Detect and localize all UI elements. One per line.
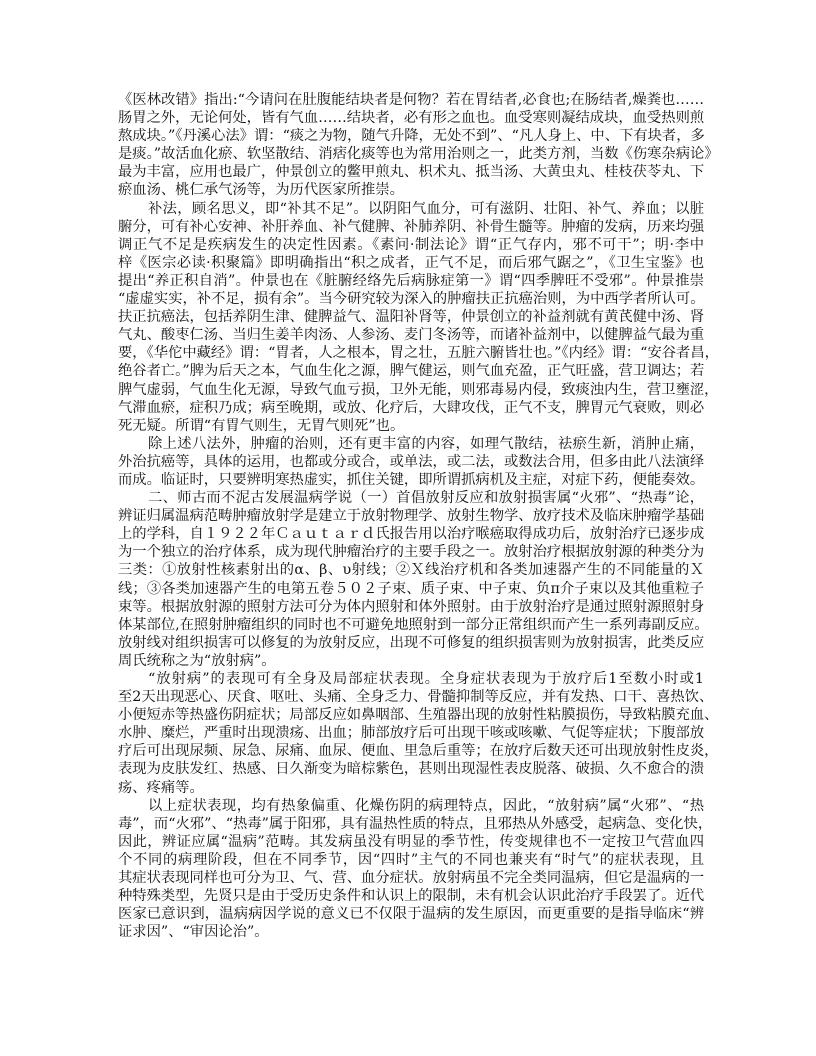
- text-line: 梓《医宗必读·积聚篇》即明确指出“积之成者，正气不足，而后邪气踞之”，《卫生宝鉴》也: [118, 254, 704, 271]
- text-line: 以上症状表现，均有热象偏重、化燥伤阴的病理特点，因此，“放射病”属“火邪”、“热: [148, 797, 704, 814]
- text-line: 气丸、酸枣仁汤、当归生姜羊肉汤、人参汤、麦门冬汤等，而诸补益剂中，以健脾益气最为重: [118, 327, 705, 344]
- paragraph: [118, 200, 719, 435]
- text-line: 而成。临证时，只要辨明寒热虚实，抓住关键，即所谓抓病机及主症，对症下药，便能奏效。: [118, 471, 705, 488]
- text-line: 毒”，而“火邪”、“热毒”属于阳邪，具有温热性质的特点，且邪热从外感受，起病急、变化快，: [118, 815, 713, 832]
- text-line: 证求因”、“审因论治”。: [118, 924, 269, 941]
- paragraph: [118, 91, 719, 200]
- text-line: 放射线对组织损害可以修复的为放射反应，出现不可修复的组织损害则为放射损害，此类反应: [118, 634, 705, 651]
- text-line: 肠胃之外，无论何处，皆有气血……结块者，必有形之血也。血受寒则凝结成块，血受热则煎: [118, 110, 705, 127]
- text-line: 线；③各类加速器产生的电第五卷５０２子束、质子束、中子束、负π介子束以及其他重粒子: [118, 580, 704, 597]
- text-line: 瘀血汤、桃仁承气汤等，为历代医家所推崇。: [118, 182, 404, 199]
- text-line: 绝谷者亡。”脾为后天之本，气血生化之源，脾气健运，则气血充盈，正气旺盛，营卫调达；若: [118, 363, 705, 380]
- text-line: 气滞血瘀，症积乃成；病至晚期，或放、化疗后，大肆攻伐，正气不支，脾胃元气衰败，则必: [118, 399, 705, 416]
- text-line: 小便短赤等热盛伤阴症状；局部反应如鼻咽部、生殖器出现的放射性粘膜损伤，导致粘膜充血、: [118, 707, 719, 724]
- text-line: 死无疑。所谓“有胃气则生，无胃气则死”也。: [118, 417, 405, 434]
- text-line: 熬成块。”《丹溪心法》谓：“痰之为物，随气升降，无处不到”、“凡人身上、中、下有块者，多: [118, 128, 705, 145]
- text-line: 三类：①放射性核素射出的α、β、υ射线；②Ｘ线治疗机和各类加速器产生的不同能量的Ｘ: [118, 562, 704, 579]
- text-line: 上的学科，自１９２２年Ｃａｕｔａｒｄ氏报告用以治疗喉癌取得成功后，放射治疗已逐步成: [118, 526, 705, 543]
- text-line: 其症状表现同样也可分为卫、气、营、血分症状。放射病虽不完全类同温病，但它是温病的一: [118, 870, 705, 887]
- paragraph: [118, 435, 704, 489]
- paragraph: [118, 670, 719, 797]
- text-line: 二、师古而不泥古发展温病学说（一）首倡放射反应和放射损害属“火邪”、“热毒”论，: [148, 490, 704, 507]
- text-line: 疗后可出现尿频、尿急、尿痛、血尿、便血、里急后重等；在放疗后数天还可出现放射性皮炎，: [118, 743, 719, 760]
- text-line: 水肿、糜烂，严重时出现溃疡、出血；肺部放疗后可出现干咳或咳嗽、气促等症状；下腹部放: [118, 725, 705, 742]
- text-line: “虚虚实实，补不足，损有余”。当今研究较为深入的肿瘤扶正抗癌治则，为中西学者所认可。: [118, 291, 705, 308]
- text-line: 辨证归属温病范畴肿瘤放射学是建立于放射物理学、放射生物学、放疗技术及临床肿瘤学基础: [118, 508, 705, 525]
- text-line: 《医林改错》指出:“今请问在肚腹能结块者是何物？若在胃结者,必食也;在肠结者,燥粪也……: [118, 92, 704, 108]
- text-line: “放射病”的表现可有全身及局部症状表现。全身症状表现为于放疗后1至数小时或1: [148, 671, 704, 687]
- text-line: 脾气虚弱，气血生化无源，导致气血亏损，卫外无能，则邪毒易内侵，致痰浊内生，营卫壅涩，: [118, 381, 719, 398]
- text-line: 除上述八法外，肿瘤的治则，还有更丰富的内容，如理气散结，祛瘀生新，消肿止痛，: [148, 435, 704, 452]
- text-line: 最为丰富，应用也最广，仲景创立的鳖甲煎丸、枳术丸、抵当汤、大黄虫丸、桂枝茯苓丸、下: [118, 164, 705, 181]
- text-line: 要，《华佗中藏经》谓：“胃者，人之根本，胃之壮，五脏六腑皆壮也。”《内经》谓：“安谷者昌，: [118, 345, 719, 362]
- paragraph: [118, 489, 709, 670]
- text-line: 体某部位,在照射肿瘤组织的同时也不可避免地照射到一部分正常组织而产生一系列毒副反应。: [118, 616, 709, 633]
- text-line: 外治抗癌等，具体的运用，也都或分或合，或单法，或二法，或数法合用，但多由此八法演绎: [118, 453, 705, 470]
- text-line: 腑分，可有补心安神、补肝养血、补气健脾、补肺养阴、补骨生髓等。肿瘤的发病，历来均强: [118, 218, 705, 235]
- text-line: 因此，辨证应属“温病”范畴。其发病虽没有明显的季节性，传变规律也不一定按卫气营血四: [118, 833, 704, 850]
- text-line: 补法，顾名思义，即“补其不足”。以阴阳气血分，可有滋阴、壮阳、补气、养血；以脏: [148, 200, 704, 217]
- text-line: 疡、疼痛等。: [118, 779, 204, 796]
- text-line: 扶正抗癌法，包括养阴生津、健脾益气、温阳补肾等，仲景创立的补益剂就有黄芪健中汤、肾: [118, 309, 705, 326]
- text-line: 是痰。”故活血化瘀、软坚散结、消痞化痰等也为常用治则之一，此类方剂，当数《伤寒杂病论》: [118, 146, 719, 163]
- text-line: 束等。根据放射源的照射方法可分为体内照射和体外照射。由于放射治疗是通过照射源照射身: [118, 598, 705, 615]
- text-line: 医家已意识到，温病病因学说的意义已不仅限于温病的发生原因，而更重要的是指导临床“辨: [118, 906, 704, 923]
- text-line: 种特殊类型，先贤只是由于受历史条件和认识上的限制，未有机会认识此治疗手段罢了。近代: [118, 888, 705, 905]
- document-body: [118, 91, 719, 941]
- text-line: 调正气不足是疾病发生的决定性因素。《素问·制法论》谓“正气存内，邪不可干”；明·李中: [118, 236, 704, 253]
- text-line: 周氏统称之为“放射病”。: [118, 652, 276, 669]
- text-line: 个不同的病理阶段，但在不同季节，因“四时”主气的不同也兼夹有“时气”的症状表现，且: [118, 851, 704, 868]
- text-line: 提出“养正积自消”。仲景也在《脏腑经络先后病脉症第一》谓“四季脾旺不受邪”。仲景推崇: [118, 272, 704, 289]
- text-line: 至2天出现恶心、厌食、呕吐、头痛、全身乏力、骨髓抑制等反应，并有发热、口干、喜热饮、: [118, 689, 714, 706]
- text-line: 表现为皮肤发红、热感、日久渐变为暗棕紫色，甚则出现湿性表皮脱落、破损、久不愈合的溃: [118, 761, 705, 778]
- paragraph: [118, 797, 713, 942]
- text-line: 为一个独立的治疗体系，成为现代肿瘤治疗的主要手段之一。放射治疗根据放射源的种类分为: [118, 544, 705, 561]
